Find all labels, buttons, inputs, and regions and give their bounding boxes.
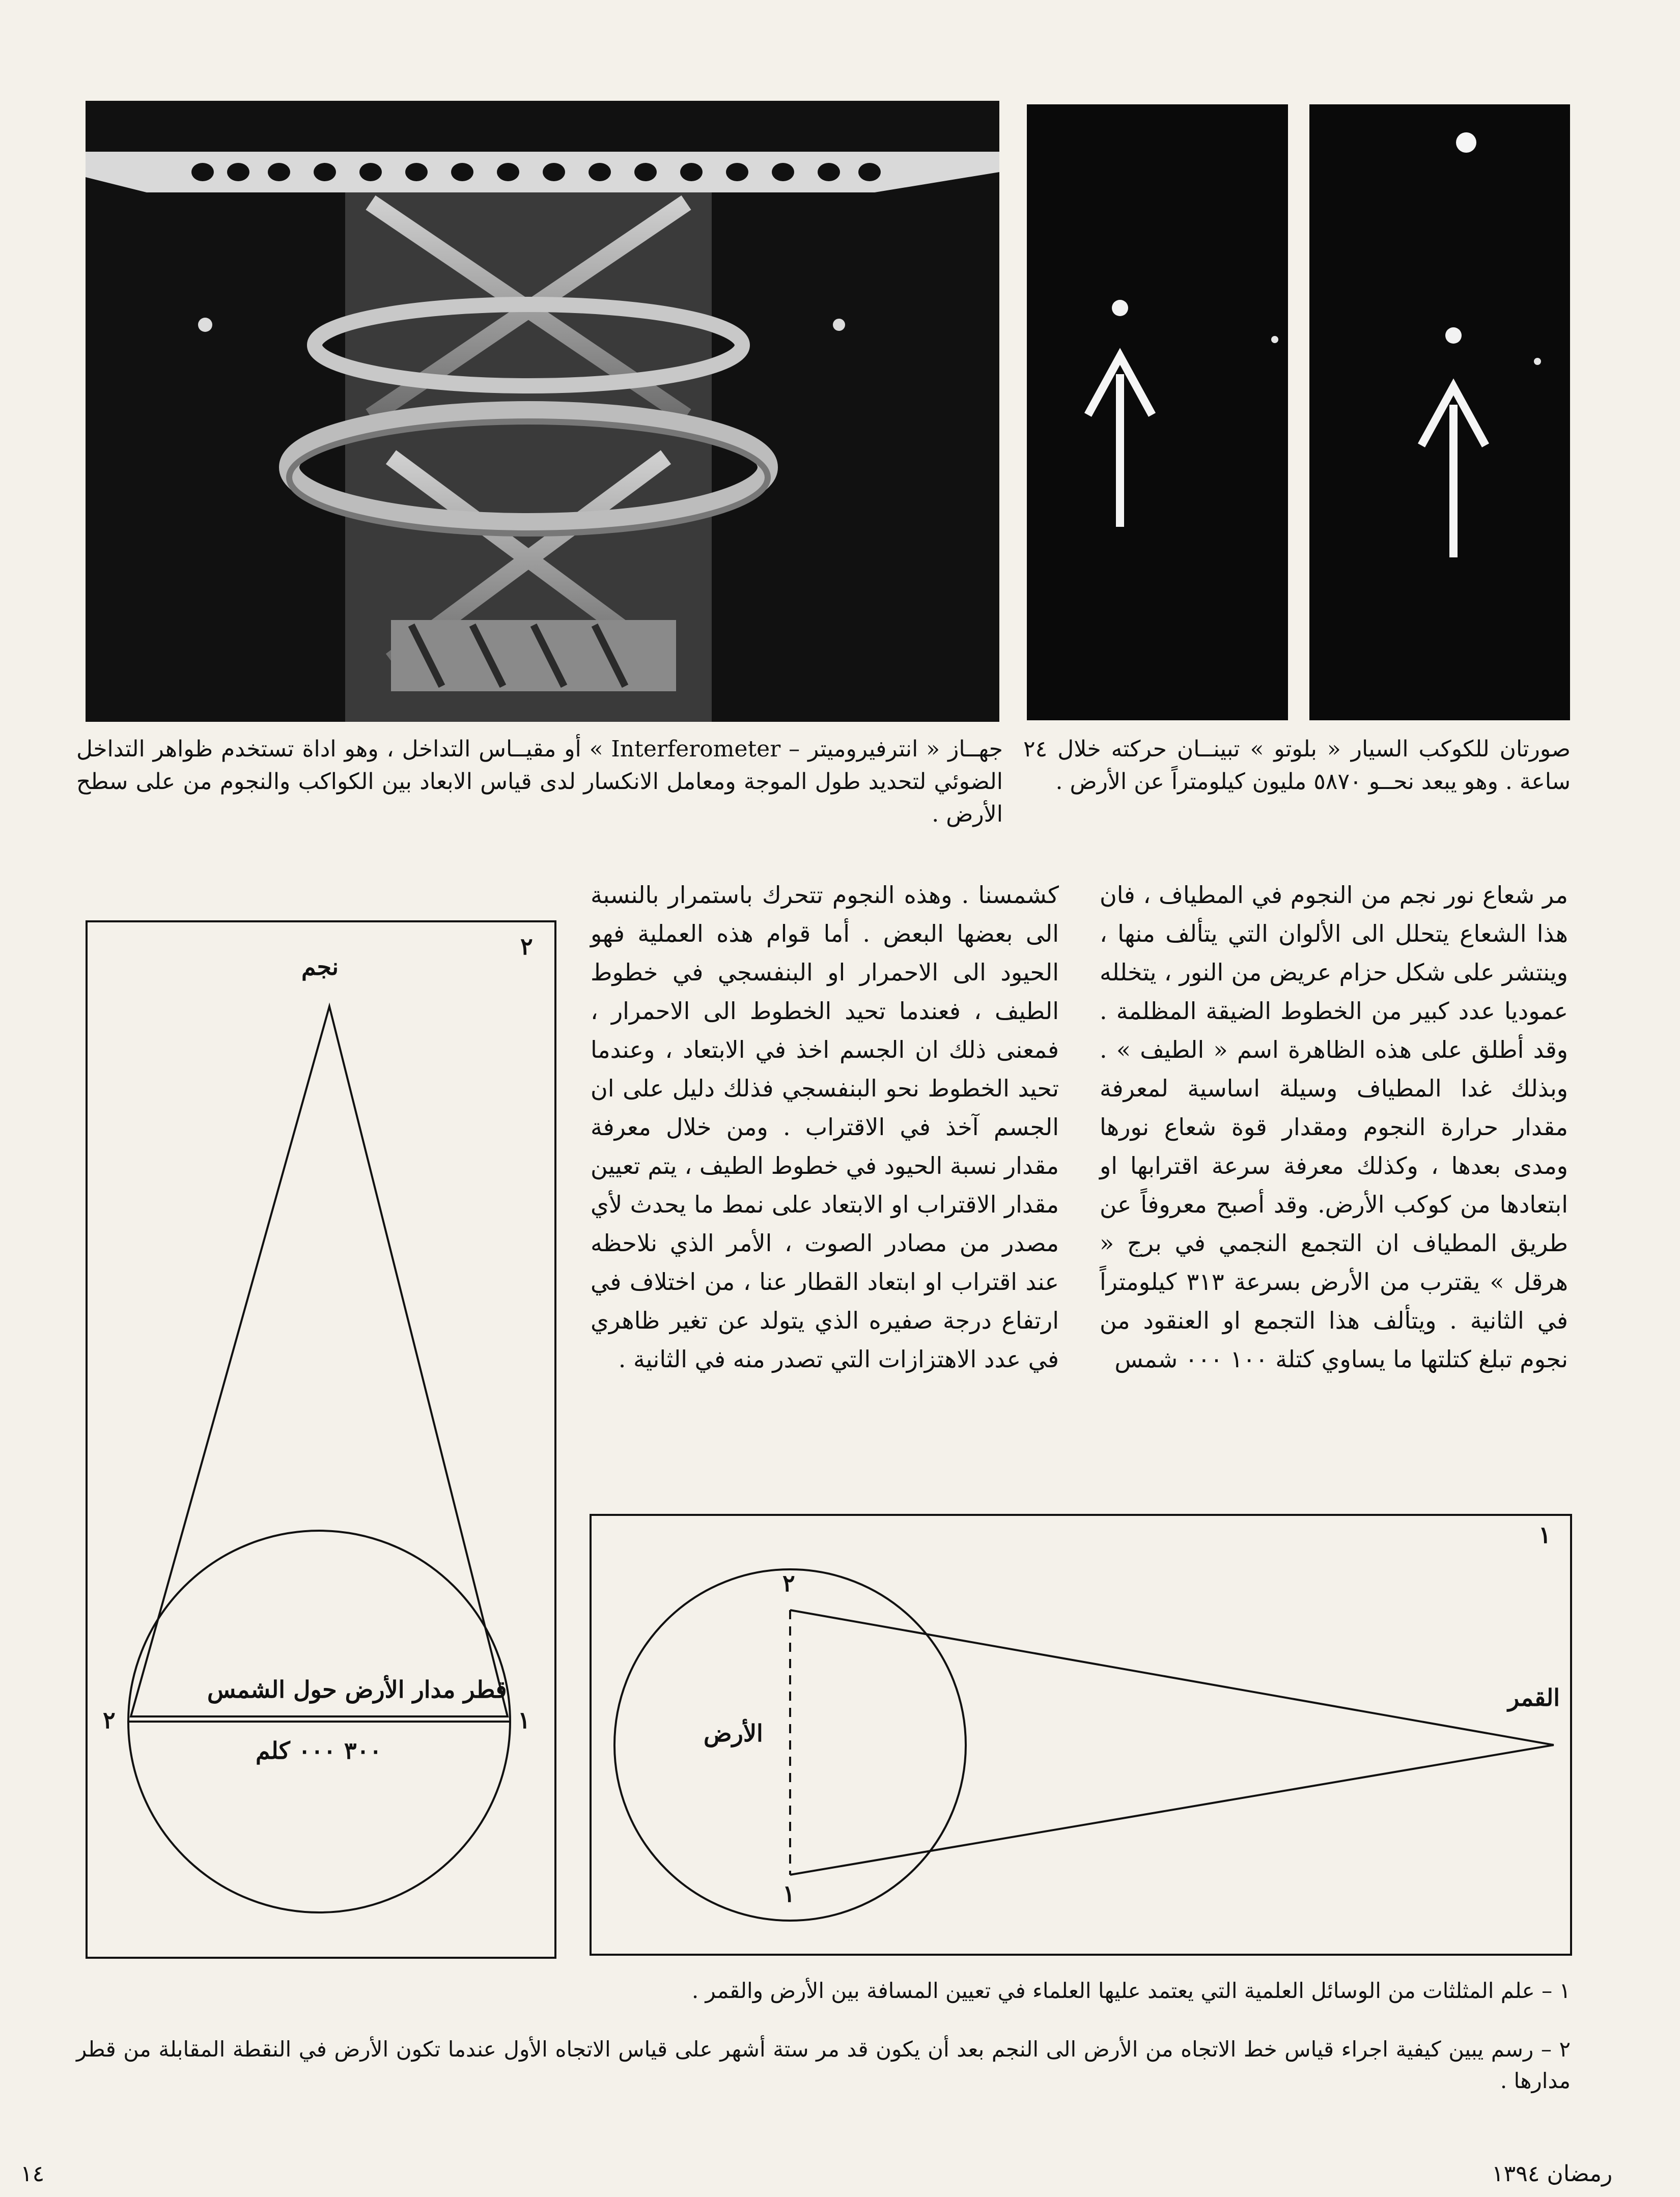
figure-1-triangulation-diagram: [590, 1514, 1572, 1956]
body-column-right: مر شعاع نور نجم من النجوم في المطياف ، فان هذا الشعاع يتحلل الى الألوان التي يتألف منها ، وينتشر على شكل حزام عريض من النور ، يتخلله عموديا عدد كبير من الخطوط الضيقة المظلمة . وقد أطلق على هذه الظاهرة اسم « الطيف » . وبذلك غدا المطياف وسيلة اساسية لمعرفة مقدار حرارة النجوم ومقدار قوة شعاع نورها ومدى بعدها ، وكذلك معرفة سرعة اقترابها او ابتعادها من كوكب الأرض. وقد أصبح معروفاً عن طريق المطياف ان التجمع النجمي في برج « هرقل » يقترب من الأرض بسرعة ٣١٣ كيلومتراً في الثانية . ويتألف هذا التجمع او العنقود من نجوم تبلغ كتلتها ما يساوي كتلة ١٠٠ ٠٠٠ شمس: [1100, 881, 1569, 1373]
figure-1-number: ١: [1538, 1521, 1551, 1548]
interferometer-caption: جهــاز « انترفيرومیتر – Interferometer » أو مقيــاس التداخل ، وهو اداة تستخدم ظواهر التداخل الضوئي لتحديد طول الموجة ومعامل الانكسار لدى قياس الابعاد بين الكواكب والنجوم من على سطح الأرض .: [76, 736, 1003, 827]
moon-label: القمر: [1508, 1684, 1560, 1711]
earth-label: الأرض: [704, 1720, 763, 1747]
earth-point-1: ١: [782, 1880, 795, 1907]
page-number: ١٤: [20, 2161, 45, 2187]
pluto-caption: صورتان للكوكب السيار « بلوتو » تبينــان حركته خلال ٢٤ ساعة . وهو يبعد نحــو ٥٨٧٠ مليون كيلومتراً عن الأرض .: [1023, 736, 1571, 795]
figure-2-note: ٢ – رسم يبين كيفية اجراء قياس خط الاتجاه من الأرض الى النجم بعد أن يكون قد مر ستة أشهر على قياس الاتجاه الأول عندما تكون الأرض في النقطة المقابلة من قطر مدارها .: [76, 2037, 1571, 2093]
pluto-photo-2: [1309, 104, 1570, 720]
issue-date: رمضان ١٣٩٤: [1492, 2161, 1613, 2187]
star-label: نجم: [301, 953, 339, 980]
orbit-point-1: ١: [518, 1706, 530, 1734]
figure-1-note: ١ – علم المثلثات من الوسائل العلمية التي يعتمد عليها العلماء في تعيين المسافة بين الأرض والقمر .: [691, 1978, 1571, 2003]
distance-label: ٣٠٠ ٠٠٠ كلم: [256, 1737, 382, 1764]
orbit-diameter-label: قطر مدار الأرض حول الشمس: [207, 1676, 507, 1703]
pluto-photo-1: [1027, 104, 1288, 720]
body-column-left: كشمسنا . وهذه النجوم تتحرك باستمرار بالنسبة الى بعضها البعض . أما قوام هذه العملية فهو الحيود الى الاحمرار او البنفسجي في خطوط الطيف ، فعندما تحيد الخطوط الى الاحمرار ، فمعنى ذلك ان الجسم اخذ في الابتعاد ، وعندما تحيد الخطوط نحو البنفسجي فذلك دليل على ان الجسم آخذ في الاقتراب . ومن خلال معرفة مقدار نسبة الحيود في خطوط الطيف ، يتم تعيين مقدار الاقتراب او الابتعاد على نمط ما يحدث لأي مصدر من مصادر الصوت ، الأمر الذي نلاحظه عند اقتراب او ابتعاد القطار عنا ، من اختلاف في ارتفاع درجة صفيره الذي يتولد عن تغير ظاهري في عدد الاهتزازات التي تصدر منه في الثانية .: [591, 881, 1059, 1373]
orbit-point-2: ٢: [103, 1706, 116, 1734]
figure-2-number: ٢: [520, 933, 533, 960]
interferometer-photo: [86, 101, 999, 722]
earth-point-2: ٢: [782, 1569, 795, 1597]
figure-2-parallax-diagram: [86, 920, 556, 1959]
